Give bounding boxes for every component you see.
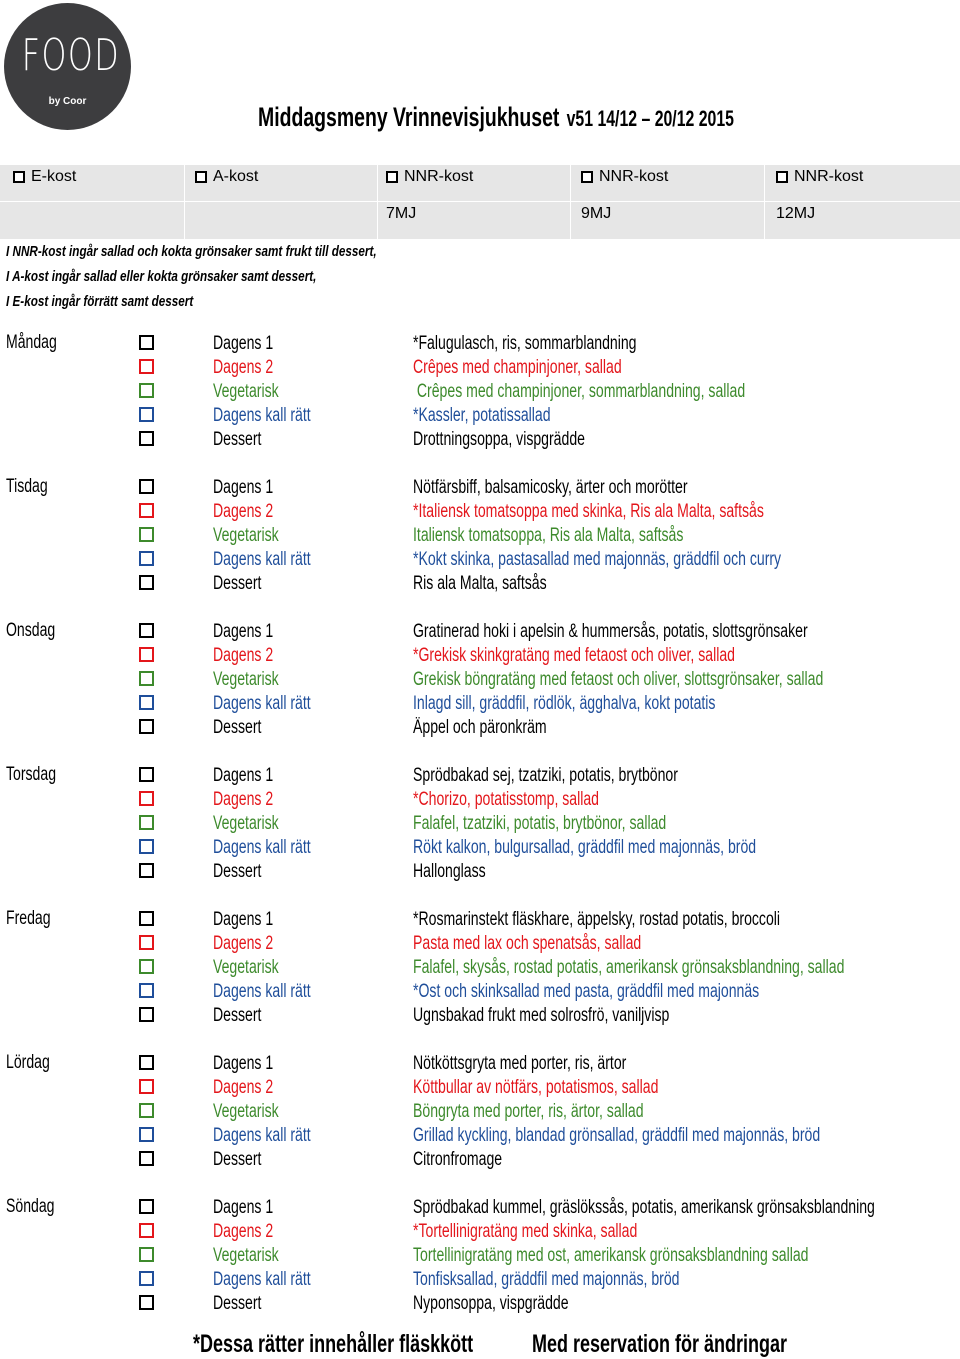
menu-dish: *Chorizo, potatisstomp, sallad — [413, 789, 599, 810]
menu-checkbox[interactable] — [139, 983, 154, 998]
menu-option-label: Vegetarisk — [213, 813, 279, 834]
menu-checkbox[interactable] — [139, 1103, 154, 1118]
menu-checkbox[interactable] — [139, 863, 154, 878]
menu-checkbox[interactable] — [139, 527, 154, 542]
page-title — [258, 102, 734, 133]
menu-row-dessert — [0, 572, 960, 596]
menu-dish: Drottningsoppa, vispgrädde — [413, 429, 585, 450]
menu-option-label: Vegetarisk — [213, 669, 279, 690]
menu-dish: Tonfisksallad, gräddfil med majonnäs, bröd — [413, 1269, 680, 1290]
menu-row-dagens-kall-rätt — [0, 692, 960, 716]
menu-row-vegetarisk — [0, 668, 960, 692]
menu-checkbox[interactable] — [139, 1199, 154, 1214]
menu-dish: Falafel, tzatziki, potatis, brytbönor, sallad — [413, 813, 667, 834]
day-name: Torsdag — [6, 764, 57, 785]
menu-checkbox[interactable] — [139, 815, 154, 830]
day-name: Måndag — [6, 332, 57, 353]
menu-option-label: Dagens 2 — [213, 789, 274, 810]
menu-row-dagens-2 — [0, 1220, 960, 1244]
menu-dish: Böngryta med porter, ris, ärtor, sallad — [413, 1101, 644, 1122]
menu-row-dagens-2 — [0, 500, 960, 524]
menu-option-label: Dessert — [213, 861, 262, 882]
menu-row-dagens-1 — [0, 1052, 960, 1076]
menu-row-dagens-kall-rätt — [0, 836, 960, 860]
menu-checkbox[interactable] — [139, 1271, 154, 1286]
menu-checkbox[interactable] — [139, 959, 154, 974]
menu-dish: *Kassler, potatissallad — [413, 405, 551, 426]
menu-option-label: Dagens 2 — [213, 1221, 274, 1242]
menu-row-dessert — [0, 860, 960, 884]
menu-row-vegetarisk — [0, 956, 960, 980]
menu-dish: *Falugulasch, ris, sommarblandning — [413, 333, 637, 354]
menu-checkbox[interactable] — [139, 719, 154, 734]
menu-dish: Äppel och päronkräm — [413, 717, 547, 738]
menu-dish: Inlagd sill, gräddfil, rödlök, ägghalva, kokt potatis — [413, 693, 716, 714]
menu-checkbox[interactable] — [139, 479, 154, 494]
menu-checkbox[interactable] — [139, 1007, 154, 1022]
menu-option-label: Vegetarisk — [213, 525, 279, 546]
day-name: Fredag — [6, 908, 51, 929]
kost-option-nnr-7[interactable] — [386, 168, 473, 186]
menu-row-dagens-1 — [0, 908, 960, 932]
menu-row-dessert — [0, 1292, 960, 1316]
menu-checkbox[interactable] — [139, 1223, 154, 1238]
menu-checkbox[interactable] — [139, 623, 154, 638]
menu-dish: Sprödbakad sej, tzatziki, potatis, brytbönor — [413, 765, 678, 786]
menu-option-label: Dessert — [213, 717, 262, 738]
menu-row-dagens-kall-rätt — [0, 1124, 960, 1148]
food-logo — [4, 3, 131, 130]
menu-row-vegetarisk — [0, 812, 960, 836]
menu-checkbox[interactable] — [139, 935, 154, 950]
menu-dish: *Kokt skinka, pastasallad med majonnäs, gräddfil och curry — [413, 549, 782, 570]
menu-row-dagens-kall-rätt — [0, 404, 960, 428]
kost-note: I E-kost ingår förrätt samt dessert — [6, 293, 194, 310]
menu-dish: Grekisk böngratäng med fetaost och oliver, slottsgrönsaker, sallad — [413, 669, 824, 690]
kost-option-nnr-9[interactable] — [581, 168, 668, 186]
kost-label: A-kost — [213, 168, 259, 185]
menu-option-label: Dagens 2 — [213, 933, 274, 954]
menu-checkbox[interactable] — [139, 695, 154, 710]
day-name: Lördag — [6, 1052, 50, 1073]
menu-option-label: Dagens 1 — [213, 1053, 274, 1074]
menu-row-vegetarisk — [0, 1244, 960, 1268]
menu-row-dagens-1 — [0, 332, 960, 356]
kost-label: NNR-kost — [794, 168, 864, 185]
footer-pork-note: *Dessa rätter innehåller fläskkött — [193, 1330, 474, 1358]
menu-dish: Sprödbakad kummel, gräslökssås, potatis, amerikansk grönsaksblandning — [413, 1197, 875, 1218]
menu-option-label: Dagens 2 — [213, 501, 274, 522]
menu-row-dagens-1 — [0, 620, 960, 644]
menu-dish: *Grekisk skinkgratäng med fetaost och oliver, sallad — [413, 645, 735, 666]
kost-label: E-kost — [31, 168, 77, 185]
menu-option-label: Dagens kall rätt — [213, 693, 311, 714]
menu-dish: Citronfromage — [413, 1149, 503, 1170]
kost-label: NNR-kost — [404, 168, 474, 185]
menu-option-label: Vegetarisk — [213, 957, 279, 978]
menu-row-dessert — [0, 428, 960, 452]
menu-checkbox[interactable] — [139, 647, 154, 662]
menu-dish: Hallonglass — [413, 861, 486, 882]
kost-note: I A-kost ingår sallad eller kokta grönsaker samt dessert, — [6, 268, 317, 285]
menu-dish: Grillad kyckling, blandad grönsallad, gräddfil med majonnäs, bröd — [413, 1125, 821, 1146]
day-name: Tisdag — [6, 476, 48, 497]
menu-row-vegetarisk — [0, 380, 960, 404]
menu-option-label: Dagens 2 — [213, 357, 274, 378]
logo-word: FOOD — [21, 30, 121, 81]
checkbox[interactable] — [195, 171, 207, 183]
menu-option-label: Vegetarisk — [213, 1101, 279, 1122]
menu-dish: Köttbullar av nötfärs, potatismos, sallad — [413, 1077, 659, 1098]
menu-option-label: Dagens 2 — [213, 645, 274, 666]
day-name: Onsdag — [6, 620, 56, 641]
menu-checkbox[interactable] — [139, 1151, 154, 1166]
menu-row-dagens-1 — [0, 1196, 960, 1220]
menu-row-dagens-1 — [0, 764, 960, 788]
kost-note: I NNR-kost ingår sallad och kokta grönsaker samt frukt till dessert, — [6, 243, 377, 260]
title-week: v51 14/12 – 20/12 2015 — [566, 106, 734, 131]
checkbox[interactable] — [386, 171, 398, 183]
title-main: Middagsmeny Vrinnevisjukhuset — [258, 102, 560, 132]
menu-checkbox[interactable] — [139, 671, 154, 686]
menu-option-label: Dagens kall rätt — [213, 549, 311, 570]
menu-dish: Crêpes med champinjoner, sallad — [413, 357, 622, 378]
menu-option-label: Dessert — [213, 573, 262, 594]
menu-row-vegetarisk — [0, 1100, 960, 1124]
menu-option-label: Dessert — [213, 1149, 262, 1170]
checkbox[interactable] — [13, 171, 25, 183]
menu-row-dagens-2 — [0, 932, 960, 956]
menu-option-label: Dagens 1 — [213, 621, 274, 642]
kost-option-a[interactable] — [195, 168, 258, 186]
menu-row-dagens-kall-rätt — [0, 980, 960, 1004]
menu-option-label: Dagens kall rätt — [213, 1269, 311, 1290]
kost-label: NNR-kost — [599, 168, 669, 185]
footer-reservation: Med reservation för ändringar — [532, 1330, 788, 1358]
menu-checkbox[interactable] — [139, 1295, 154, 1310]
day-name: Söndag — [6, 1196, 55, 1217]
menu-option-label: Dagens kall rätt — [213, 981, 311, 1002]
checkbox[interactable] — [581, 171, 593, 183]
menu-checkbox[interactable] — [139, 1247, 154, 1262]
menu-row-dagens-kall-rätt — [0, 1268, 960, 1292]
menu-option-label: Dagens kall rätt — [213, 837, 311, 858]
menu-dish: Ris ala Malta, saftsås — [413, 573, 547, 594]
menu-checkbox[interactable] — [139, 767, 154, 782]
menu-checkbox[interactable] — [139, 575, 154, 590]
menu-dish: Tortellinigratäng med ost, amerikansk grönsaksblandning sallad — [413, 1245, 809, 1266]
menu-dish: Nötfärsbiff, balsamicosky, ärter och morötter — [413, 477, 688, 498]
menu-row-dessert — [0, 716, 960, 740]
menu-row-dessert — [0, 1004, 960, 1028]
menu-option-label: Dessert — [213, 429, 262, 450]
menu-option-label: Dagens kall rätt — [213, 405, 311, 426]
menu-option-label: Dagens 1 — [213, 333, 274, 354]
menu-checkbox[interactable] — [139, 335, 154, 350]
checkbox[interactable] — [776, 171, 788, 183]
kost-mj-12: 12MJ — [776, 205, 816, 222]
menu-dish: *Ost och skinksallad med pasta, gräddfil med majonnäs — [413, 981, 760, 1002]
menu-option-label: Dagens 1 — [213, 1197, 274, 1218]
menu-checkbox[interactable] — [139, 431, 154, 446]
menu-checkbox[interactable] — [139, 407, 154, 422]
kost-option-e[interactable] — [13, 168, 76, 186]
logo-byline: by Coor — [48, 96, 87, 107]
menu-option-label: Dagens 1 — [213, 909, 274, 930]
menu-row-vegetarisk — [0, 524, 960, 548]
menu-checkbox[interactable] — [139, 839, 154, 854]
menu-dish: Rökt kalkon, bulgursallad, gräddfil med majonnäs, bröd — [413, 837, 757, 858]
menu-option-label: Dagens 1 — [213, 477, 274, 498]
menu-option-label: Vegetarisk — [213, 381, 279, 402]
menu-dish: *Tortellinigratäng med skinka, sallad — [413, 1221, 638, 1242]
menu-row-dagens-2 — [0, 356, 960, 380]
menu-row-dagens-kall-rätt — [0, 548, 960, 572]
menu-dish: *Rosmarinstekt fläskhare, äppelsky, rostad potatis, broccoli — [413, 909, 781, 930]
menu-dish: Italiensk tomatsoppa, Ris ala Malta, saftsås — [413, 525, 684, 546]
menu-dish: Pasta med lax och spenatsås, sallad — [413, 933, 642, 954]
menu-checkbox[interactable] — [139, 1127, 154, 1142]
menu-checkbox[interactable] — [139, 1055, 154, 1070]
menu-dish: Nyponsoppa, vispgrädde — [413, 1293, 569, 1314]
menu-dish: Nötköttsgryta med porter, ris, ärtor — [413, 1053, 627, 1074]
kost-mj-7: 7MJ — [386, 205, 417, 222]
kost-option-nnr-12[interactable] — [776, 168, 863, 186]
menu-checkbox[interactable] — [139, 911, 154, 926]
menu-row-dessert — [0, 1148, 960, 1172]
menu-checkbox[interactable] — [139, 383, 154, 398]
menu-dish: Falafel, skysås, rostad potatis, amerikansk grönsaksblandning, sallad — [413, 957, 845, 978]
menu-row-dagens-2 — [0, 788, 960, 812]
menu-option-label: Dessert — [213, 1005, 262, 1026]
menu-option-label: Dessert — [213, 1293, 262, 1314]
menu-checkbox[interactable] — [139, 551, 154, 566]
menu-option-label: Dagens kall rätt — [213, 1125, 311, 1146]
menu-row-dagens-1 — [0, 476, 960, 500]
menu-dish: Crêpes med champinjoner, sommarblandning, sallad — [413, 381, 746, 402]
menu-row-dagens-2 — [0, 1076, 960, 1100]
menu-option-label: Vegetarisk — [213, 1245, 279, 1266]
kost-mj-9: 9MJ — [581, 205, 612, 222]
menu-row-dagens-2 — [0, 644, 960, 668]
menu-dish: Gratinerad hoki i apelsin & hummersås, potatis, slottsgrönsaker — [413, 621, 808, 642]
menu-checkbox[interactable] — [139, 359, 154, 374]
menu-checkbox[interactable] — [139, 1079, 154, 1094]
menu-dish: *Italiensk tomatsoppa med skinka, Ris ala Malta, saftsås — [413, 501, 764, 522]
menu-option-label: Dagens 1 — [213, 765, 274, 786]
menu-checkbox[interactable] — [139, 503, 154, 518]
menu-checkbox[interactable] — [139, 791, 154, 806]
menu-dish: Ugnsbakad frukt med solrosfrö, vaniljvisp — [413, 1005, 670, 1026]
menu-option-label: Dagens 2 — [213, 1077, 274, 1098]
